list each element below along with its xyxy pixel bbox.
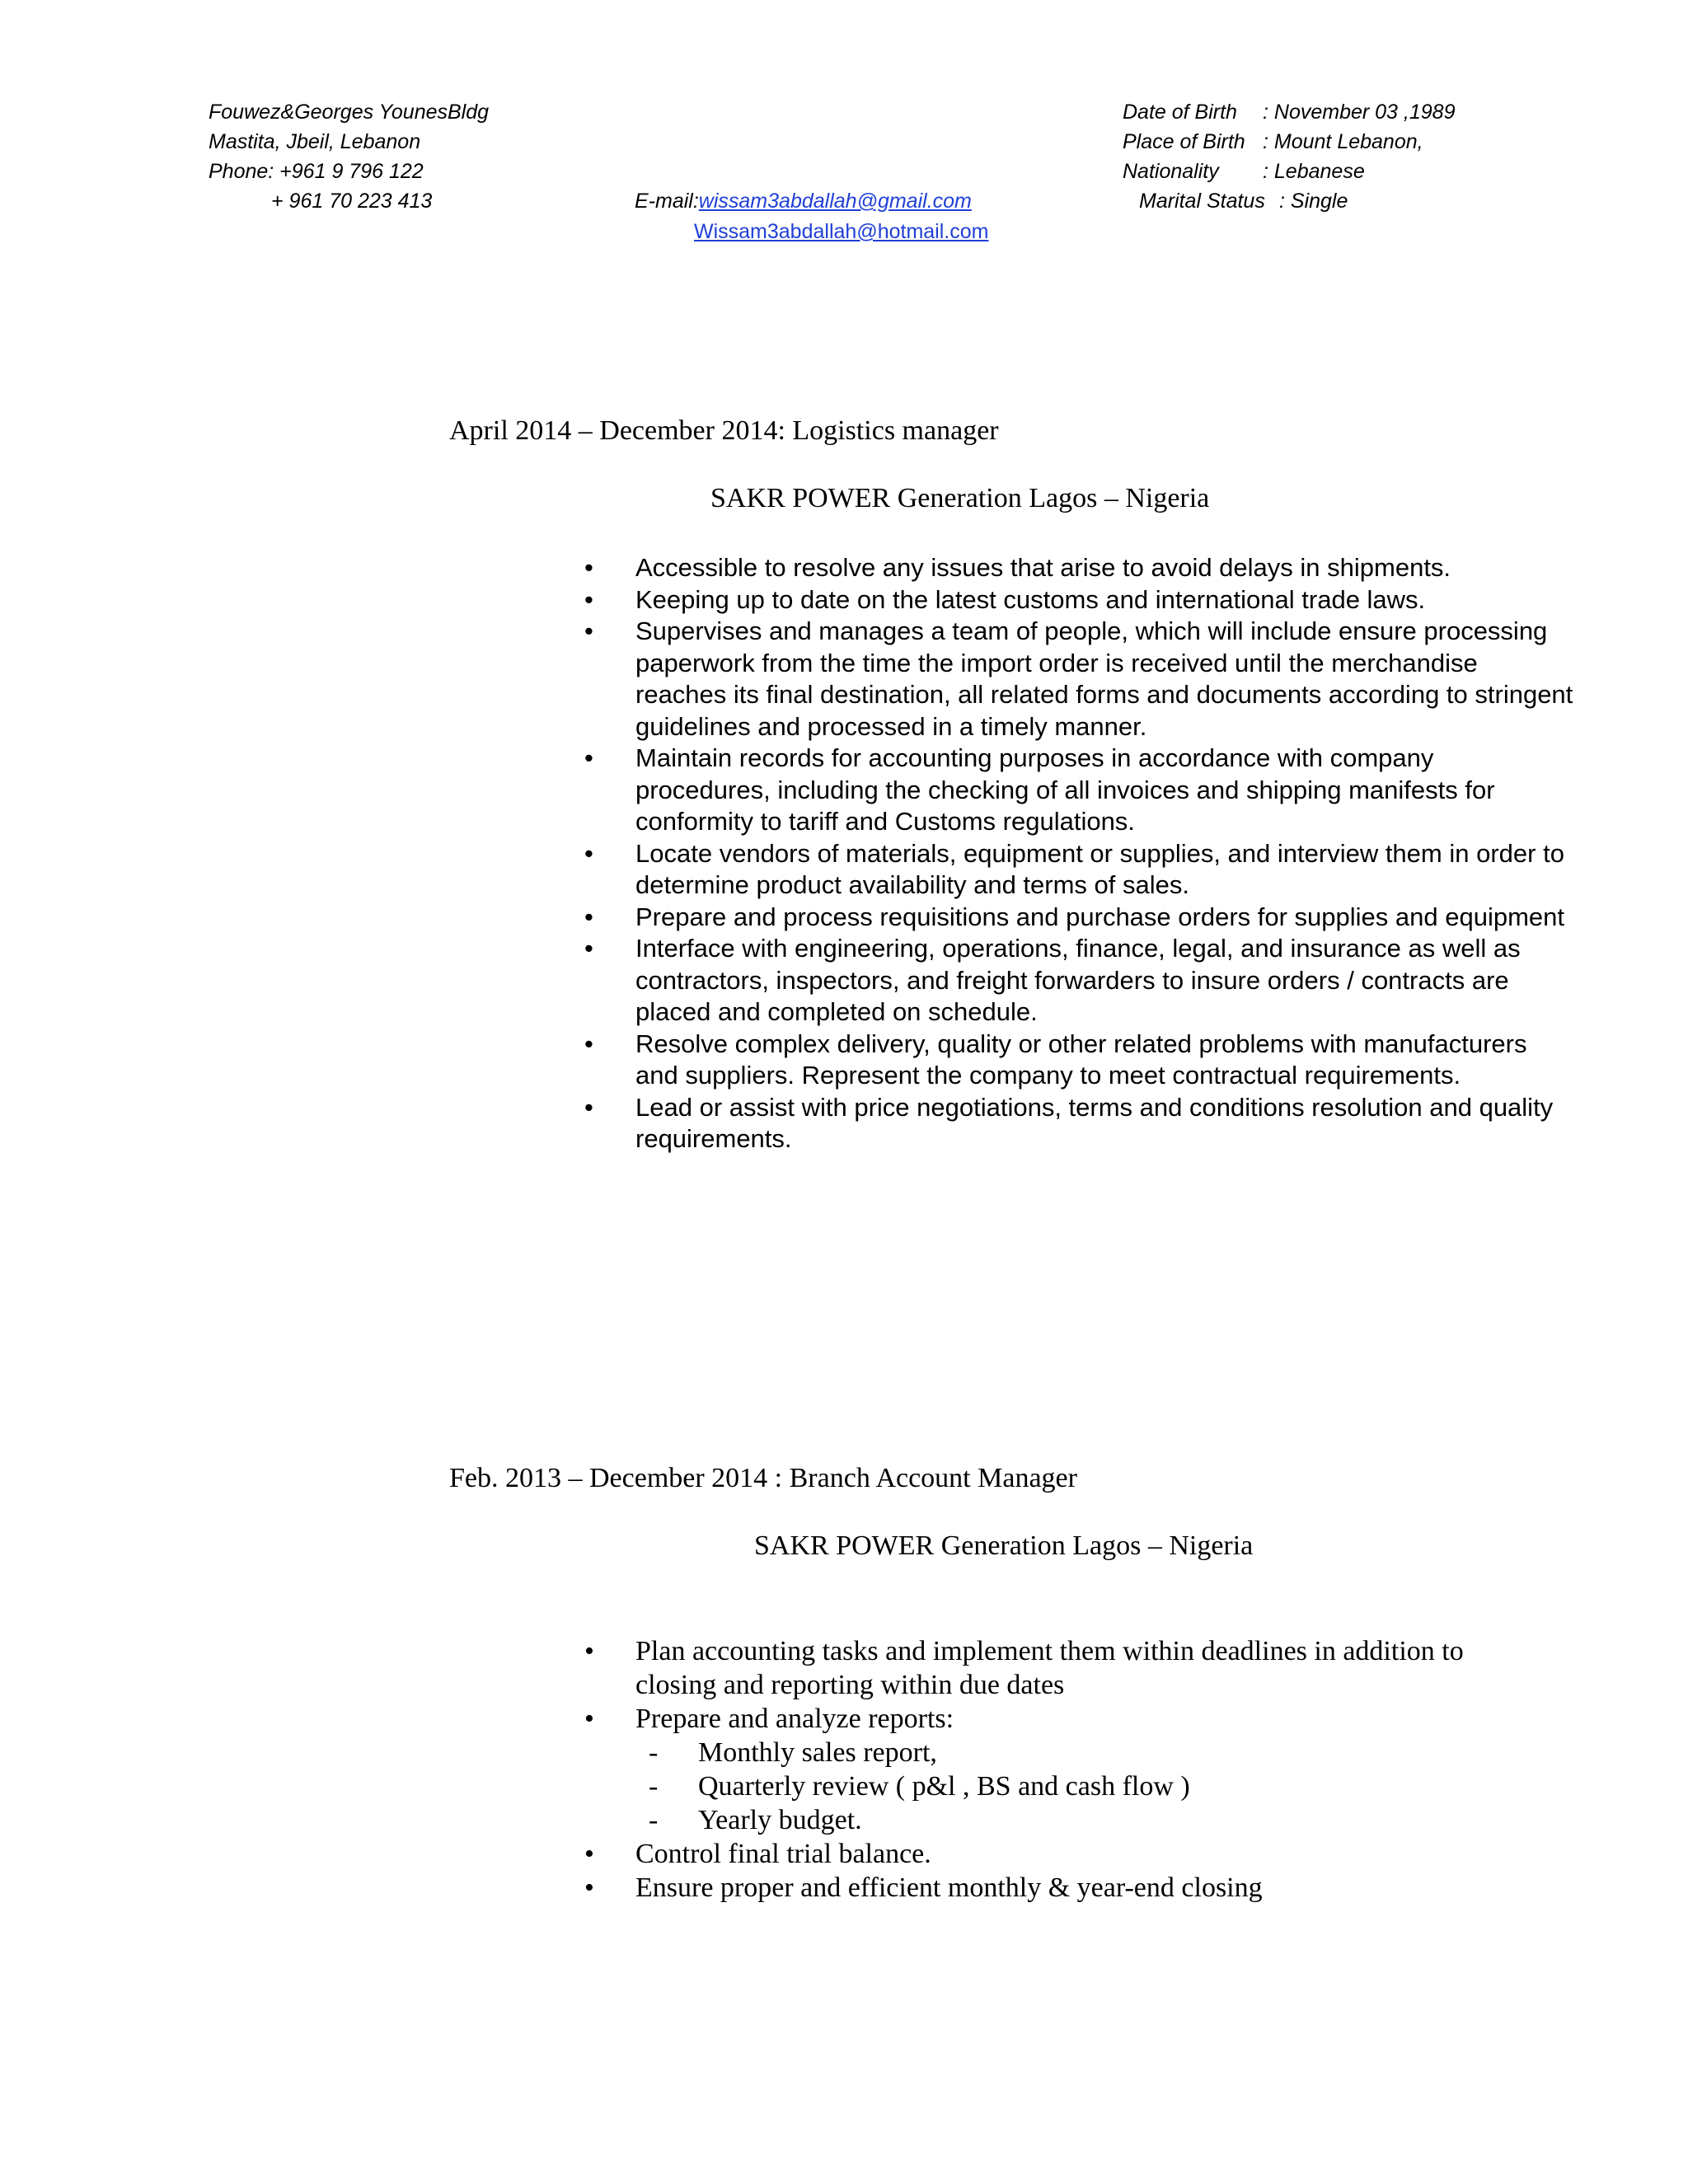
company-name: SAKR POWER Generation Lagos – Nigeria bbox=[710, 483, 1210, 513]
email-primary-link[interactable]: wissam3abdallah@gmail.com bbox=[698, 190, 972, 213]
list-item: • Plan accounting tasks and implement them within deadlines in addition to closing and reporting within due dates bbox=[584, 1636, 1464, 1700]
list-item: • Ensure proper and efficient monthly & year-end closing bbox=[584, 1872, 1263, 1903]
bullet-icon: • bbox=[584, 1839, 594, 1869]
personal-value: : Mount Lebanon, bbox=[1263, 130, 1423, 153]
personal-value: : November 03 ,1989 bbox=[1263, 101, 1456, 124]
personal-value: : Single bbox=[1279, 190, 1348, 213]
job-title-branch-account: Feb. 2013 – December 2014 : Branch Account Manager bbox=[449, 1463, 1077, 1493]
list-item: • Control final trial balance. bbox=[584, 1839, 931, 1869]
personal-marital bbox=[1123, 186, 1455, 216]
accounting-duties-list bbox=[584, 1634, 1526, 1905]
bullet-icon: • bbox=[584, 838, 593, 868]
list-item: • Prepare and analyze reports: - Monthly sales report, - Quarterly review ( p&l , BS and cash flow ) - Yearly budget. bbox=[635, 1702, 1526, 1837]
email-secondary-link[interactable]: Wissam3abdallah@hotmail.com bbox=[694, 220, 989, 243]
personal-nationality bbox=[1123, 157, 1455, 186]
bullet-icon: • bbox=[584, 902, 593, 931]
email-label: E-mail: bbox=[635, 190, 699, 213]
address-line-2: Mastita, Jbeil, Lebanon bbox=[209, 130, 421, 153]
phone-line-1: Phone: +961 9 796 122 bbox=[209, 160, 424, 183]
personal-key: Date of Birth bbox=[1123, 101, 1237, 124]
reports-sublist bbox=[573, 1736, 1526, 1837]
list-item: • Keeping up to date on the latest customs and international trade laws. bbox=[635, 584, 1575, 616]
job-title-logistics: April 2014 – December 2014: Logistics manager bbox=[449, 415, 999, 446]
dash-icon: - bbox=[649, 1737, 659, 1768]
list-item: • Locate vendors of materials, equipment or supplies, and interview them in order to determine product availability and terms of sales. bbox=[584, 838, 1564, 899]
list-item: • Lead or assist with price negotiations, terms and conditions resolution and quality requirements. bbox=[584, 1092, 1554, 1153]
list-item: • Supervises and manages a team of people, which will include ensure processing paperwork from the time the import order is received until the merchandise reaches its final destination, all related forms and documents according to stringent guidelines and processed in a timely manner. bbox=[584, 616, 1573, 741]
bullet-icon: • bbox=[584, 1029, 593, 1058]
phone-line-2: + 961 70 223 413 bbox=[271, 190, 433, 213]
list-item: • Maintain records for accounting purposes in accordance with company procedures, including the checking of all invoices and shipping manifests for conformity to tariff and Customs regulations. bbox=[584, 743, 1495, 836]
personal-pob bbox=[1123, 127, 1455, 157]
sublist-item: - Quarterly review ( p&l , BS and cash flow ) bbox=[649, 1771, 1190, 1802]
bullet-icon: • bbox=[584, 1704, 594, 1734]
address-line-1: Fouwez&Georges YounesBldg bbox=[209, 101, 490, 124]
bullet-icon: • bbox=[584, 584, 593, 614]
email-block bbox=[635, 186, 972, 216]
logistics-duties-list bbox=[584, 552, 1575, 1155]
bullet-icon: • bbox=[584, 1636, 594, 1666]
bullet-icon: • bbox=[584, 1872, 594, 1903]
contact-block bbox=[209, 97, 489, 216]
personal-key: Place of Birth bbox=[1123, 130, 1245, 153]
personal-value: : Lebanese bbox=[1263, 160, 1365, 183]
personal-info bbox=[1123, 97, 1455, 216]
personal-key: Nationality bbox=[1123, 160, 1219, 183]
bullet-icon: • bbox=[584, 934, 593, 963]
sublist-item: - Yearly budget. bbox=[649, 1805, 862, 1835]
sublist-item: - Monthly sales report, bbox=[649, 1737, 937, 1768]
list-item: • Prepare and process requisitions and purchase orders for supplies and equipment bbox=[635, 902, 1575, 934]
personal-key: Marital Status bbox=[1139, 190, 1265, 213]
list-item: • Resolve complex delivery, quality or other related problems with manufacturers and suppliers. Represent the company to meet contractual requirements. bbox=[584, 1029, 1527, 1090]
personal-dob bbox=[1123, 97, 1455, 127]
email-secondary-block bbox=[694, 217, 988, 246]
bullet-icon: • bbox=[584, 616, 593, 645]
list-item: • Accessible to resolve any issues that arise to avoid delays in shipments. bbox=[635, 552, 1575, 584]
list-item: • Interface with engineering, operations, finance, legal, and insurance as well as contractors, inspectors, and freight forwarders to insure orders / contracts are placed and completed on schedule. bbox=[584, 934, 1521, 1026]
company-name: SAKR POWER Generation Lagos – Nigeria bbox=[754, 1530, 1254, 1561]
dash-icon: - bbox=[649, 1771, 659, 1802]
dash-icon: - bbox=[649, 1805, 659, 1835]
bullet-icon: • bbox=[584, 743, 593, 772]
bullet-icon: • bbox=[584, 1092, 593, 1122]
bullet-icon: • bbox=[584, 553, 593, 582]
